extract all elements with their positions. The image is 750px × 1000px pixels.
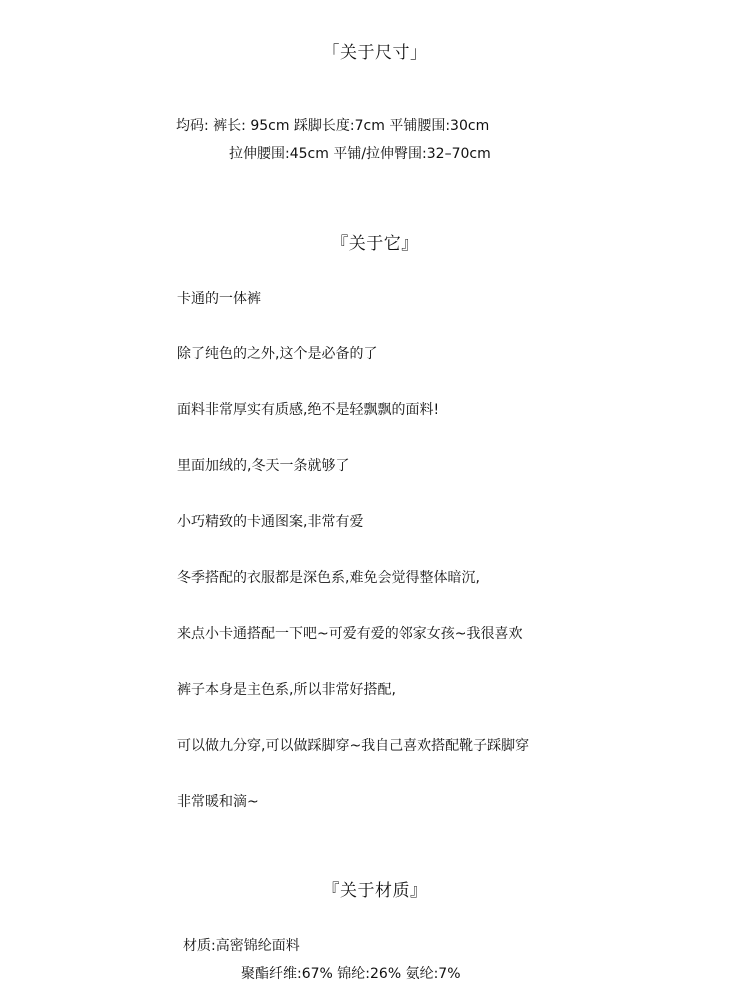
about-paragraph: 来点小卡通搭配一下吧~可爱有爱的邻家女孩~我很喜欢	[177, 626, 523, 642]
about-paragraph: 裤子本身是主色系,所以非常好搭配,	[177, 682, 396, 698]
size-heading: 「关于尺寸」	[322, 43, 428, 63]
about-paragraph: 面料非常厚实有质感,绝不是轻飘飘的面料!	[177, 402, 440, 418]
material-line-2: 聚酯纤维:67% 锦纶:26% 氨纶:7%	[241, 966, 461, 982]
about-paragraph: 除了纯色的之外,这个是必备的了	[177, 346, 378, 362]
about-paragraph: 非常暖和滴~	[177, 794, 259, 810]
about-heading: 『关于它』	[331, 234, 419, 254]
about-paragraph: 小巧精致的卡通图案,非常有爱	[177, 514, 364, 530]
size-spec-line-1: 均码: 裤长: 95cm 踩脚长度:7cm 平铺腰围:30cm	[176, 118, 490, 134]
material-heading: 『关于材质』	[322, 881, 428, 901]
about-paragraph: 可以做九分穿,可以做踩脚穿~我自己喜欢搭配靴子踩脚穿	[177, 738, 530, 754]
about-paragraph: 里面加绒的,冬天一条就够了	[177, 458, 350, 474]
size-spec-line-2: 拉伸腰围:45cm 平铺/拉伸臀围:32–70cm	[229, 146, 491, 162]
material-line-1: 材质:高密锦纶面料	[183, 938, 300, 954]
about-paragraph: 卡通的一体裤	[177, 291, 261, 307]
about-paragraph: 冬季搭配的衣服都是深色系,难免会觉得整体暗沉,	[177, 570, 480, 586]
